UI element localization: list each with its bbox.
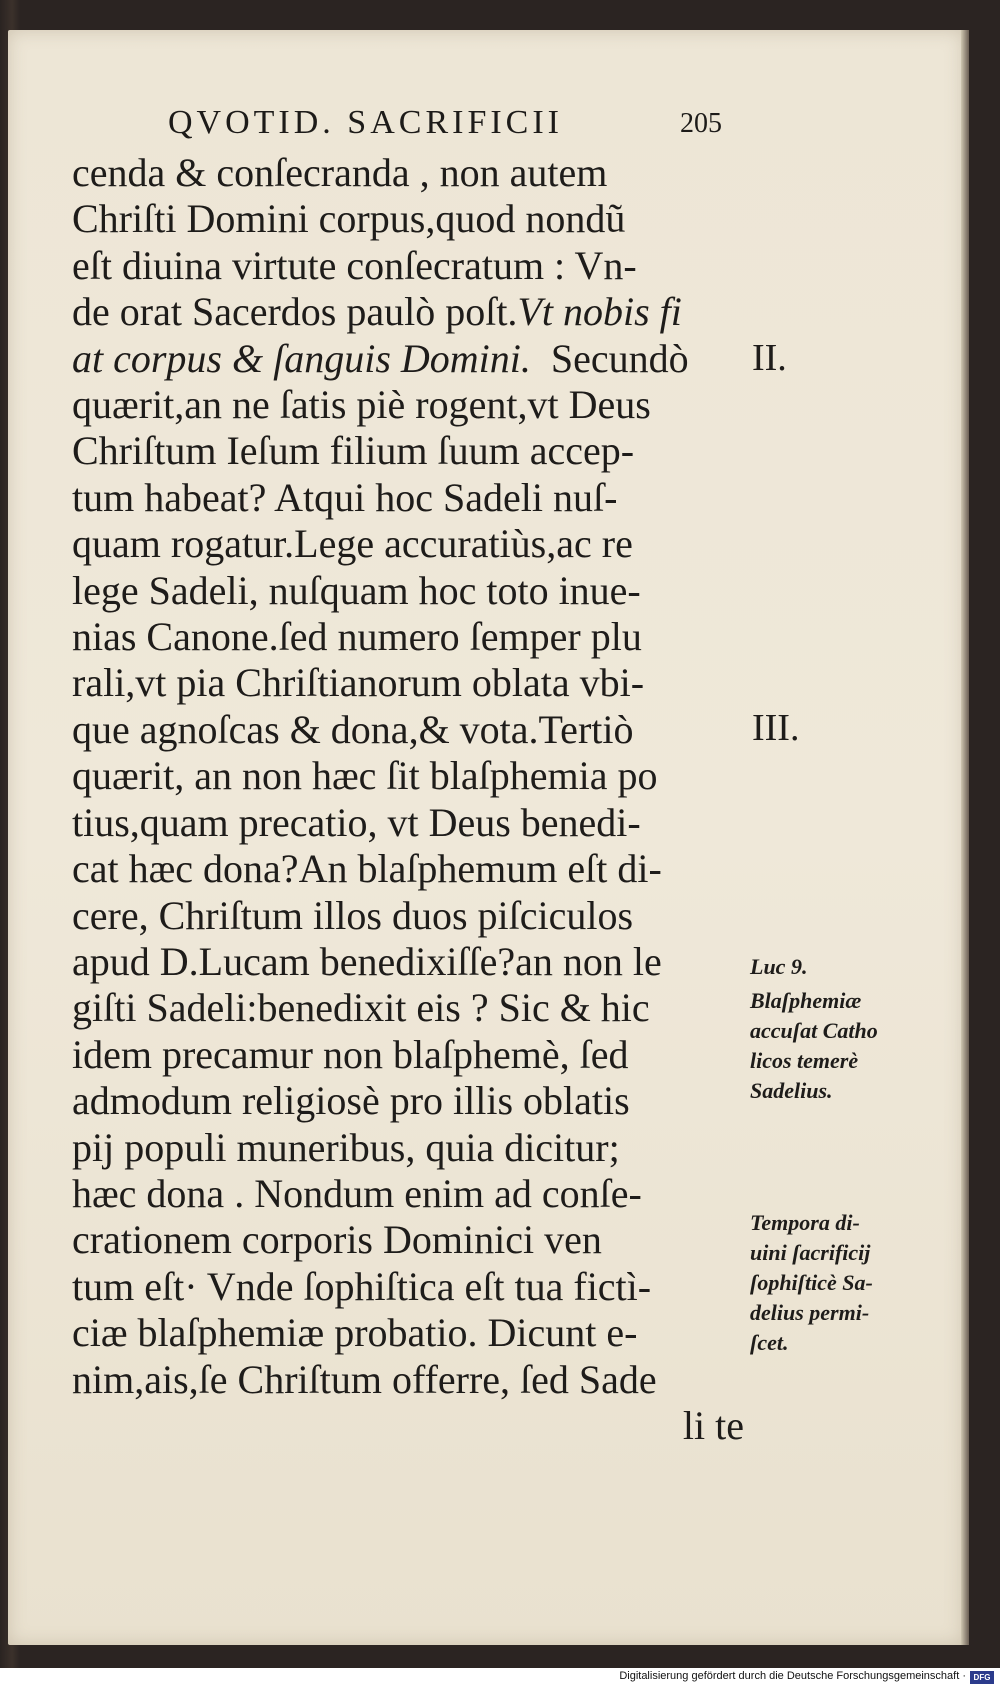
text-line: quam rogatur.Lege accuratiùs,ac re [72,521,633,567]
text-line: tius,quam precatio, vt Deus benedi- [72,799,641,845]
dfg-logo-icon: DFG [970,1671,994,1684]
marginal-note-line: delius permi- [750,1300,870,1325]
marginal-note-luke [750,952,960,982]
text-line: cenda & conſecranda , non autem [72,150,608,195]
marginal-note-line: ſcet. [750,1330,789,1355]
text-line: idem precamur non blaſphemè, ſed [72,1031,629,1077]
text-line: ciæ blaſphemiæ probatio. Dicunt e- [72,1310,638,1356]
catchword: li te [682,1402,744,1448]
text-line: tum eſt· Vnde ſophiſtica eſt tua fictì- [72,1263,652,1309]
text-line: quærit, an non hæc ſit blaſphemia po [72,753,658,799]
marginal-note-line: licos temerè [750,1048,859,1073]
text-line: eſt diuina virtute conſecratum : Vn- [72,242,637,288]
text-line: que agnoſcas & dona,& vota.Tertiò [72,706,634,752]
margin-marker-ii: II. [752,337,787,379]
page-number: 205 [680,108,722,139]
text-line: crationem corporis Dominici ven [72,1217,602,1263]
text-line: giſti Sadeli:benedixit eis ? Sic & hic [72,985,650,1031]
text-line-roman-part: de orat Sacerdos paulò poſt. [72,289,518,335]
text-line: pij populi muneribus, quia dicitur; [72,1124,620,1170]
text-line: nim,ais,ſe Chriſtum offerre, ſed Sade [72,1356,657,1402]
marginal-note-line: Tempora di- [750,1210,860,1235]
margin-marker-iii: III. [752,707,800,749]
text-line: cat hæc dona?An blaſphemum eſt di- [72,846,662,892]
text-line-roman-part: Secundò [550,335,689,381]
running-head: QVOTID. SACRIFICII [168,104,563,141]
italic-quote: Vt nobis fi [517,289,682,335]
text-line: Chriſti Domini corpus,quod nondũ [72,196,626,242]
text-line: lege Sadeli, nuſquam hoc toto inue- [72,567,641,613]
text-line: tum habeat? Atqui hoc Sadeli nuſ- [72,474,618,520]
marginal-note-line: Sadelius. [750,1078,833,1103]
text-line-mixed [72,289,752,335]
italic-quote: at corpus & ſanguis Domini. [72,335,531,381]
main-text-block [72,150,752,1449]
text-line: quærit,an ne ſatis piè rogent,vt Deus [72,382,651,428]
text-line: admodum religiosè pro illis oblatis [72,1078,630,1124]
text-line: Chriſtum Ieſum filium ſuum accep- [72,428,635,474]
text-line: nias Canone.ſed numero ſemper plu [72,614,642,660]
text-line: apud D.Lucam benedixiſſe?an non le [72,938,662,984]
text-line: rali,vt pia Chriſtianorum oblata vbi- [72,660,645,706]
text-line: cere, Chriſtum illos duos piſciculos [72,892,634,938]
marginal-note-line: uini ſacrificij [750,1240,871,1265]
text-line: hæc dona . Nondum enim ad conſe- [72,1170,642,1216]
marginal-note-line: accuſat Catho [750,1018,878,1043]
marginal-note-line: ſophiſticè Sa- [750,1270,873,1295]
funding-credit: Digitalisierung gefördert durch die Deutsche Forschungsgemeinschaft · [619,1670,966,1682]
marginal-note-line: Blaſphemiæ [750,988,862,1013]
marginal-note-blasphemy [750,986,960,1106]
marginal-note-line: Luc 9. [750,954,808,979]
text-line-mixed [72,336,752,382]
marginal-note-tempora [750,1208,960,1358]
